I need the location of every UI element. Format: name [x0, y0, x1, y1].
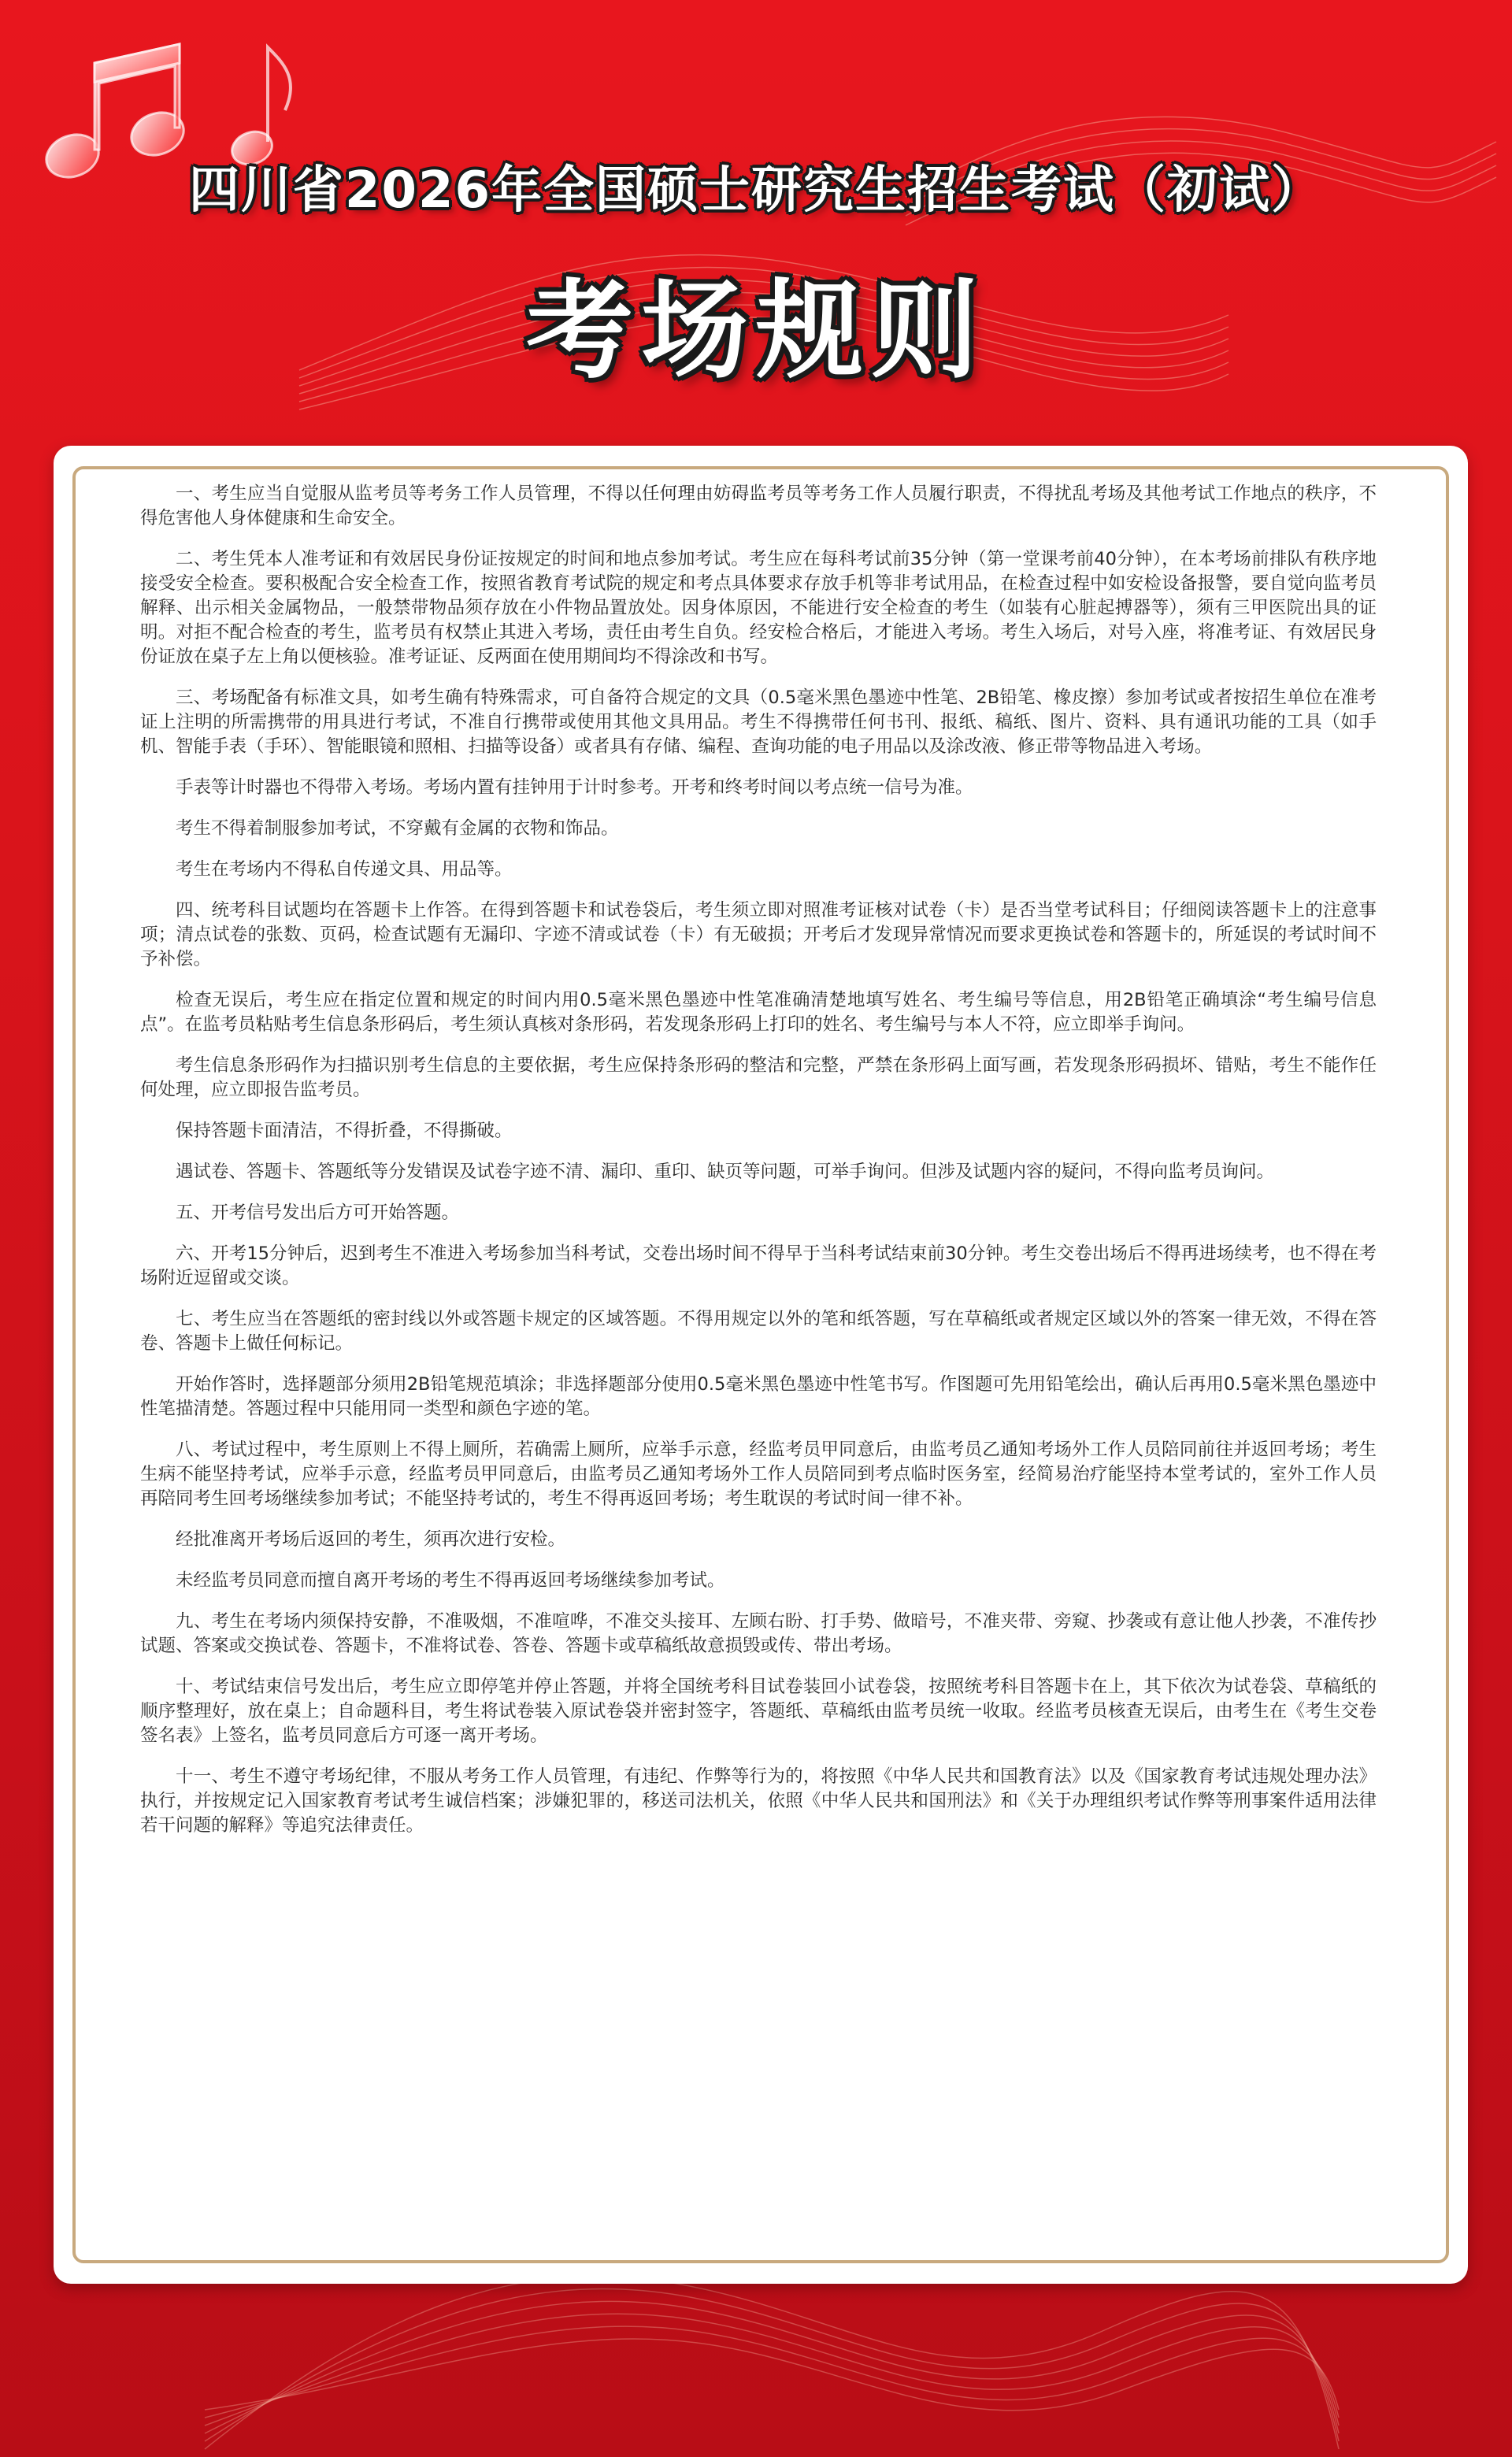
rule-paragraph: 手表等计时器也不得带入考场。考场内置有挂钟用于计时参考。开考和终考时间以考点统一信号为准。	[176, 777, 973, 798]
page-title: 四川省2026年全国硕士研究生招生考试（初试）	[188, 161, 1324, 220]
rule-paragraph: 八、考试过程中，考生原则上不得上厕所，若确需上厕所，应举手示意，经监考员甲同意后，由监考员乙通知考场外工作人员陪同前往并返回考场；考生生病不能坚持考试，应举手示意，经监考员甲同意后，由监考员乙通知考场外工作人员陪同到考点临时医务室，经简易治疗能坚持本堂考试的，室外工作人员再陪同考生回考场继续参加考试；不能坚持考试的，考生不得再返回考场；考生耽误的考试时间一律不补。	[140, 1440, 1377, 1509]
rule-paragraph: 十一、考生不遵守考场纪律，不服从考务工作人员管理，有违纪、作弊等行为的，将按照《中华人民共和国教育法》以及《国家教育考试违规处理办法》执行，并按规定记入国家教育考试考生诚信档案；涉嫌犯罪的，移送司法机关，依照《中华人民共和国刑法》和《关于办理组织考试作弊等刑事案件适用法律若干问题的解释》等追究法律责任。	[140, 1766, 1377, 1836]
rules-panel	[54, 446, 1468, 2284]
rule-paragraph: 考生不得着制服参加考试，不穿戴有金属的衣物和饰品。	[176, 818, 619, 839]
rule-paragraph: 七、考生应当在答题纸的密封线以外或答题卡规定的区域答题。不得用规定以外的笔和纸答题，写在草稿纸或者规定区域以外的答案一律无效，不得在答卷、答题卡上做任何标记。	[140, 1309, 1377, 1354]
rule-paragraph: 三、考场配备有标准文具，如考生确有特殊需求，可自备符合规定的文具（0.5毫米黑色墨迹中性笔、2B铅笔、橡皮擦）参加考试或者按招生单位在准考证上注明的所需携带的用具进行考试，不准自行携带或使用其他文具用品。考生不得携带任何书刊、报纸、稿纸、图片、资料、具有通讯功能的工具（如手机、智能手表（手环）、智能眼镜和照相、扫描等设备）或者具有存储、编程、查询功能的电子用品以及涂改液、修正带等物品进入考场。	[140, 687, 1377, 757]
rule-paragraph: 十、考试结束信号发出后，考生应立即停笔并停止答题，并将全国统考科目试卷装回小试卷袋，按照统考科目答题卡在上，其下依次为试卷袋、草稿纸的顺序整理好，放在桌上；自命题科目，考生将试卷装入原试卷袋并密封签字，答题纸、草稿纸由监考员统一收取。经监考员核查无误后，由考生在《考生交卷签名表》上签名，监考员同意后方可逐一离开考场。	[140, 1677, 1377, 1746]
rule-paragraph: 开始作答时，选择题部分须用2B铅笔规范填涂；非选择题部分使用0.5毫米黑色墨迹中性笔书写。作图题可先用铅笔绘出，确认后再用0.5毫米黑色墨迹中性笔描清楚。答题过程中只能用同一类型和颜色字迹的笔。	[140, 1374, 1377, 1419]
rule-paragraph: 经批准离开考场后返回的考生，须再次进行安检。	[176, 1529, 566, 1550]
rule-paragraph: 考生在考场内不得私自传递文具、用品等。	[176, 859, 513, 880]
rule-paragraph: 遇试卷、答题卡、答题纸等分发错误及试卷字迹不清、漏印、重印、缺页等问题，可举手询问。但涉及试题内容的疑问，不得向监考员询问。	[176, 1162, 1275, 1182]
page-subtitle: 考场规则	[526, 269, 986, 394]
rule-paragraph: 四、统考科目试题均在答题卡上作答。在得到答题卡和试卷袋后，考生须立即对照准考证核对试卷（卡）是否当堂考试科目；仔细阅读答题卡上的注意事项；清点试卷的张数、页码，检查试题有无漏印、字迹不清或试卷（卡）有无破损；开考后才发现异常情况而要求更换试卷和答题卡的，所延误的考试时间不予补偿。	[140, 900, 1377, 969]
rule-paragraph: 九、考生在考场内须保持安静，不准吸烟，不准喧哗，不准交头接耳、左顾右盼、打手势、做暗号，不准夹带、旁窥、抄袭或有意让他人抄袭，不准传抄试题、答案或交换试卷、答题卡，不准将试卷、答卷、答题卡或草稿纸故意损毁或传、带出考场。	[140, 1611, 1377, 1656]
rule-paragraph: 保持答题卡面清洁，不得折叠，不得撕破。	[176, 1121, 513, 1141]
rule-paragraph: 未经监考员同意而擅自离开考场的考生不得再返回考场继续参加考试。	[176, 1570, 725, 1591]
rule-paragraph: 检查无误后，考生应在指定位置和规定的时间内用0.5毫米黑色墨迹中性笔准确清楚地填写姓名、考生编号等信息，用2B铅笔正确填涂“考生编号信息点”。在监考员粘贴考生信息条形码后，考生须认真核对条形码，若发现条形码上打印的姓名、考生编号与本人不符，应立即举手询问。	[140, 990, 1377, 1035]
rules-content	[140, 482, 1377, 1855]
rule-paragraph: 五、开考信号发出后方可开始答题。	[176, 1203, 460, 1223]
rule-paragraph: 一、考生应当自觉服从监考员等考务工作人员管理，不得以任何理由妨碍监考员等考务工作人员履行职责，不得扰乱考场及其他考试工作地点的秩序，不得危害他人身体健康和生命安全。	[140, 484, 1377, 528]
rule-paragraph: 六、开考15分钟后，迟到考生不准进入考场参加当科考试，交卷出场时间不得早于当科考试结束前30分钟。考生交卷出场后不得再进场续考，也不得在考场附近逗留或交谈。	[140, 1243, 1377, 1288]
rule-paragraph: 二、考生凭本人准考证和有效居民身份证按规定的时间和地点参加考试。考生应在每科考试前35分钟（第一堂课考前40分钟），在本考场前排队有秩序地接受安全检查。要积极配合安全检查工作，按照省教育考试院的规定和考点具体要求存放手机等非考试用品，在检查过程中如安检设备报警，要自觉向监考员解释、出示相关金属物品，一般禁带物品须存放在小件物品置放处。因身体原因，不能进行安全检查的考生（如装有心脏起搏器等），须有三甲医院出具的证明。对拒不配合检查的考生，监考员有权禁止其进入考场，责任由考生自负。经安检合格后，才能进入考场。考生入场后，对号入座，将准考证、有效居民身份证放在桌子左上角以便核验。准考证证、反两面在使用期间均不得涂改和书写。	[140, 549, 1377, 667]
rule-paragraph: 考生信息条形码作为扫描识别考生信息的主要依据，考生应保持条形码的整洁和完整，严禁在条形码上面写画，若发现条形码损坏、错贴，考生不能作任何处理，应立即报告监考员。	[140, 1055, 1377, 1100]
